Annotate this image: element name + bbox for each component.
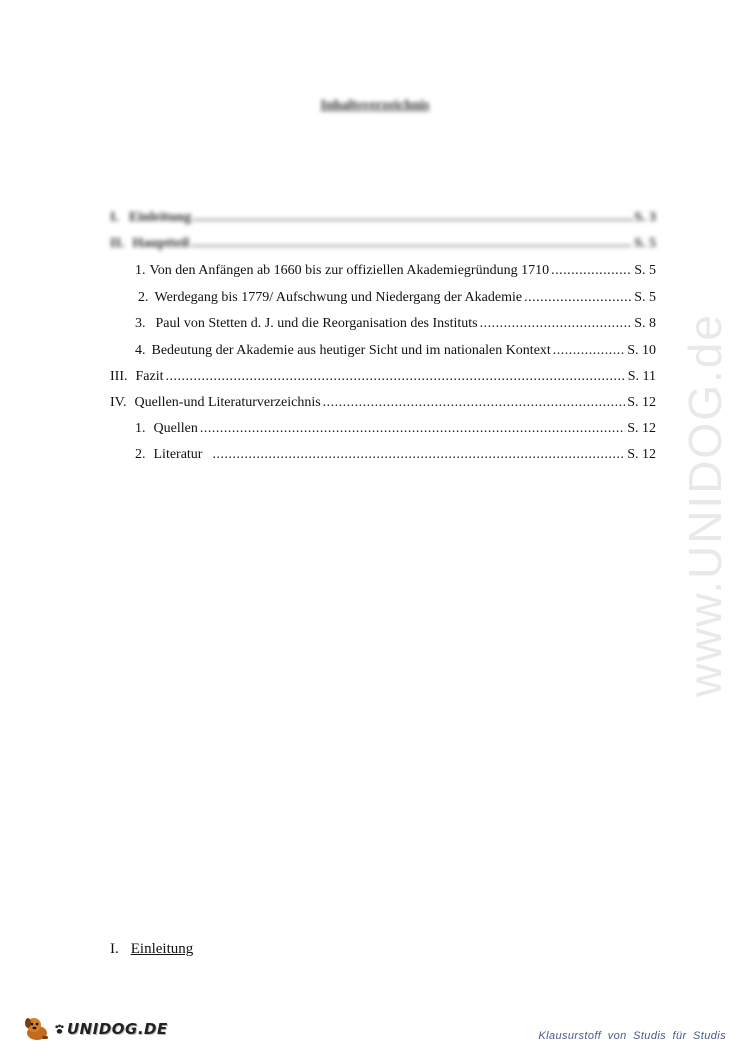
toc-entry-label: Hauptteil — [132, 236, 190, 251]
toc-entry-number: II. — [110, 236, 125, 251]
toc-entry-number: 2. — [138, 290, 149, 305]
toc-entry-quellen — [135, 419, 656, 439]
toc-entry-number: 2. — [135, 447, 146, 462]
toc-entry-page: S. 8 — [634, 316, 656, 331]
toc-entry-fazit — [110, 367, 656, 387]
toc-entry-label: Paul von Stetten d. J. und die Reorganisation des Instituts — [155, 316, 478, 331]
toc-entry-hauptteil — [110, 234, 656, 254]
toc-leader-dots — [553, 341, 625, 361]
toc-leader-dots — [193, 208, 632, 228]
dog-mascot-icon — [22, 1016, 52, 1042]
toc-entry-label: Einleitung — [128, 210, 192, 225]
toc-entry-sub-4 — [135, 341, 656, 361]
toc-entry-label: Fazit — [135, 369, 164, 384]
toc-entry-number: IV. — [110, 395, 127, 410]
toc-entry-sub-3 — [135, 314, 656, 334]
toc-entry-page: S. 12 — [627, 395, 656, 410]
toc-leader-dots — [524, 288, 632, 308]
unidog-logo — [22, 1016, 168, 1042]
toc-entry-label: Werdegang bis 1779/ Aufschwung und Niedergang der Akademie — [154, 290, 523, 305]
toc-leader-dots — [551, 261, 632, 281]
toc-entry-quellen-literatur — [110, 393, 656, 413]
toc-entry-number: 1. — [135, 263, 146, 278]
toc-leader-dots — [191, 234, 632, 254]
toc-entry-page: S. 5 — [634, 263, 656, 278]
toc-entry-label: Quellen-und Literaturverzeichnis — [134, 395, 321, 410]
section-title: Einleitung — [130, 941, 194, 957]
toc-entry-page: S. 12 — [627, 447, 656, 462]
toc-entry-label: Bedeutung der Akademie aus heutiger Sicht und im nationalen Kontext — [151, 343, 551, 358]
toc-entry-page: S. 3 — [634, 210, 656, 225]
toc-entry-page: S. 11 — [627, 369, 656, 384]
toc-leader-dots — [323, 393, 626, 413]
toc-entry-label: Literatur — [153, 447, 203, 462]
toc-entry-sub-1 — [135, 261, 656, 281]
toc-entry-einleitung — [110, 208, 656, 228]
toc-entry-page: S. 10 — [627, 343, 656, 358]
toc-leader-dots — [480, 314, 633, 334]
toc-leader-dots — [200, 419, 625, 439]
toc-entry-number: I. — [110, 210, 119, 225]
toc-entry-sub-2 — [138, 288, 656, 308]
section-heading-einleitung — [110, 941, 193, 958]
toc-entry-label: Von den Anfängen ab 1660 bis zur offiziellen Akademiegründung 1710 — [149, 263, 550, 278]
toc-title: Inhaltsverzeichnis — [320, 98, 430, 113]
toc-entry-label: Quellen — [153, 421, 198, 436]
section-number: I. — [110, 941, 119, 957]
logo-text: UNIDOG.DE — [67, 1020, 168, 1038]
footer-tagline: Klausurstoff von Studis für Studis — [538, 1030, 726, 1042]
toc-entry-page: S. 5 — [634, 236, 656, 251]
toc-leader-dots — [166, 367, 626, 387]
toc-entry-number: 1. — [135, 421, 146, 436]
toc-entry-page: S. 12 — [627, 421, 656, 436]
toc-entry-number: 3. — [135, 316, 146, 331]
toc-entry-page: S. 5 — [634, 290, 656, 305]
toc-entry-number: 4. — [135, 343, 146, 358]
toc-entry-number: III. — [110, 369, 128, 384]
paw-print-icon — [54, 1024, 65, 1035]
toc-entry-literatur — [135, 445, 656, 465]
toc-leader-dots — [212, 445, 625, 465]
watermark: www.UNIDOG.de — [679, 313, 731, 697]
